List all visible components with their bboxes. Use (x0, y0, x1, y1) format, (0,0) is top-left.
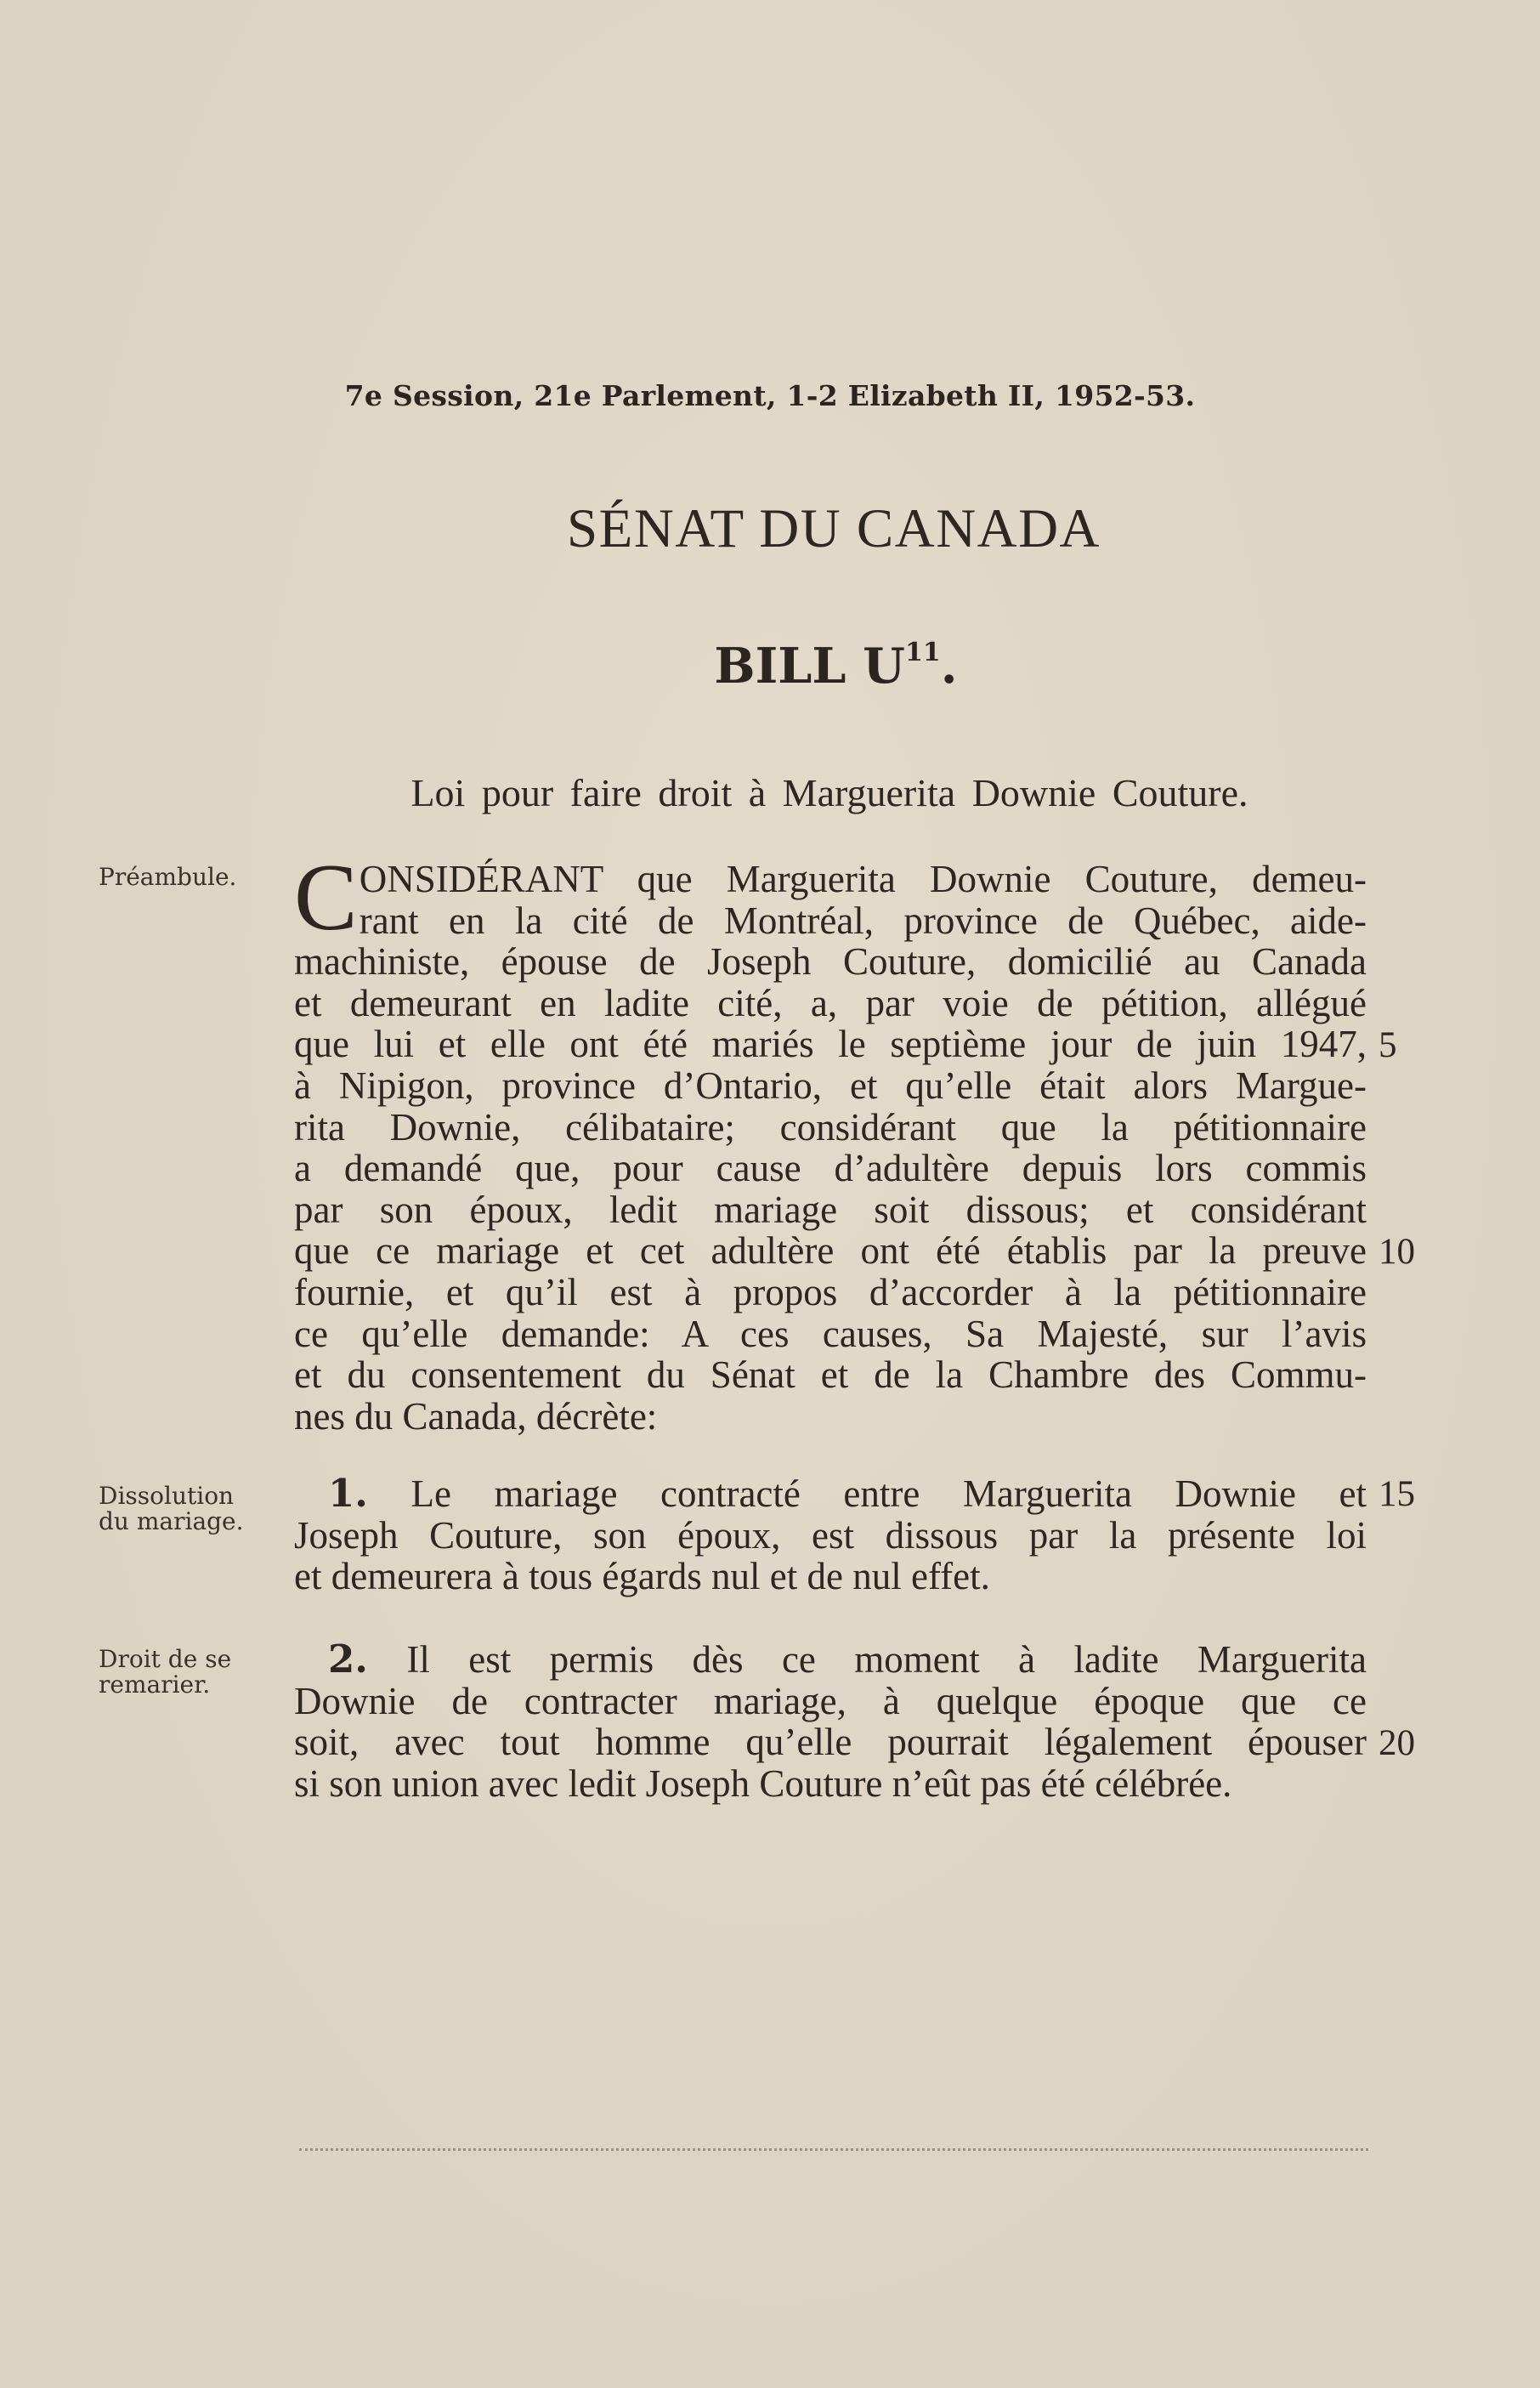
bill-superscript: 11 (904, 638, 941, 667)
section-1-line-text: Le mariage contracté entre Marguerita Downie et (410, 1472, 1367, 1515)
preamble-line: par son époux, ledit mariage soit dissous; et considérant (294, 1188, 1367, 1231)
line-number: 15 (1379, 1474, 1415, 1514)
margin-note-preamble: Préambule. (99, 863, 237, 891)
preamble-line: ce qu’elle demande: A ces causes, Sa Majesté, sur l’avis (294, 1312, 1367, 1355)
margin-note-remarriage (99, 1647, 269, 1698)
section-2-line: soit, avec tout homme qu’elle pourrait légalement épouser (294, 1721, 1367, 1764)
margin-note-line: du mariage. (99, 1507, 244, 1535)
section-2-line (294, 1636, 1367, 1682)
bill-period: . (940, 638, 958, 695)
section-2-line-text: Il est permis dès ce moment à ladite Marguerita (406, 1638, 1367, 1681)
senate-heading: SÉNAT DU CANADA (566, 498, 1101, 559)
preamble-line: et demeurant en ladite cité, a, par voie de pétition, allégué (294, 981, 1367, 1024)
section-number: 2. (328, 1636, 368, 1682)
preamble-line: que ce mariage et cet adultère ont été établis par la preuve (294, 1229, 1367, 1273)
bottom-divider (299, 2148, 1368, 2151)
preamble-line: à Nipigon, province d’Ontario, et qu’elle était alors Margue- (294, 1064, 1367, 1107)
preamble-line: machiniste, épouse de Joseph Couture, domicilié au Canada (294, 940, 1367, 984)
preamble-line: et du consentement du Sénat et de la Chambre des Commu- (294, 1353, 1367, 1397)
line-number: 20 (1379, 1723, 1415, 1763)
preamble-text (294, 845, 1367, 1438)
section-2-text (294, 1636, 1367, 1805)
session-line: 7e Session, 21e Parlement, 1-2 Elizabeth II, 1952-53. (344, 379, 1196, 412)
margin-note-line: Droit de se (99, 1645, 232, 1673)
line-number: 5 (1379, 1025, 1397, 1065)
section-1-line (294, 1473, 1367, 1515)
section-1-text (294, 1473, 1367, 1597)
section-1-line: et demeurera à tous égards nul et de nul effet. (294, 1555, 990, 1598)
bill-number (0, 638, 1540, 695)
line-number: 10 (1379, 1232, 1415, 1272)
dropcap: C (294, 845, 358, 950)
margin-note-line: remarier. (99, 1670, 211, 1699)
preamble-line: nes du Canada, décrète: (294, 1394, 658, 1438)
margin-note-dissolution (99, 1483, 269, 1534)
margin-note-line: Dissolution (99, 1482, 235, 1510)
section-2-line: Downie de contracter mariage, à quelque époque que ce (294, 1679, 1367, 1722)
preamble-line: a demandé que, pour cause d’adultère depuis lors commis (294, 1147, 1367, 1190)
preamble-line: que lui et elle ont été mariés le septième jour de juin 1947, (294, 1023, 1367, 1066)
section-number: 1. (328, 1471, 368, 1516)
section-1-line: Joseph Couture, son époux, est dissous par la présente loi (294, 1513, 1367, 1557)
section-2-line: si son union avec ledit Joseph Couture n’eût pas été célébrée. (294, 1761, 1232, 1805)
bill-title: Loi pour faire droit à Marguerita Downie Couture. (410, 771, 1248, 814)
preamble-line: fournie, et qu’il est à propos d’accorder à la pétitionnaire (294, 1270, 1367, 1313)
preamble-line: rant en la cité de Montréal, province de Québec, aide- (359, 899, 1367, 942)
preamble-line: rita Downie, célibataire; considérant que la pétitionnaire (294, 1105, 1367, 1149)
bill-label: BILL U (714, 638, 905, 695)
preamble-line: ONSIDÉRANT que Marguerita Downie Couture, demeu- (359, 858, 1367, 900)
